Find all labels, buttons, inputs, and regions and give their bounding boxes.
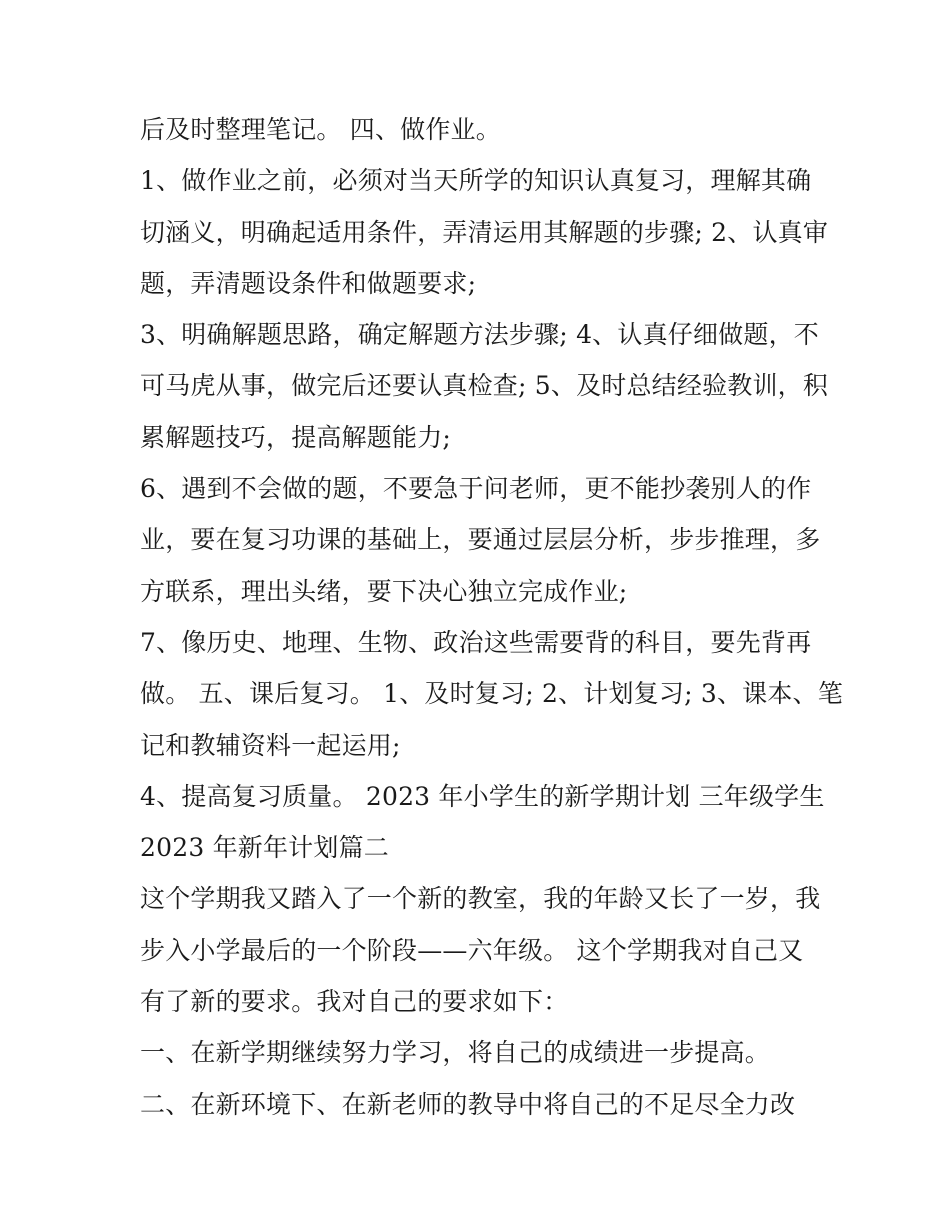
text-line: 这个学期我又踏入了一个新的教室，我的年龄又长了一岁，我 <box>140 884 821 914</box>
text-line: 题，弄清题设条件和做题要求; <box>140 268 477 298</box>
text-line: 后及时整理笔记。 四、做作业。 <box>140 115 501 144</box>
text-line: 6、遇到不会做的题，不要急于问老师，更不能抄袭别人的作 <box>140 474 812 504</box>
text-line: 2023 年新年计划篇二 <box>140 833 389 863</box>
text-line: 步入小学最后的一个阶段——六年级。 这个学期我对自己又 <box>140 935 804 965</box>
text-line: 3、明确解题思路，确定解题方法步骤; 4、认真仔细做题，不 <box>140 320 819 350</box>
text-line: 记和教辅资料一起运用; <box>140 730 401 760</box>
text-line: 有了新的要求。我对自己的要求如下： <box>140 987 569 1017</box>
text-line: 做。 五、课后复习。 1、及时复习; 2、计划复习; 3、课本、笔 <box>140 679 843 709</box>
text-line: 业，要在复习功课的基础上，要通过层层分析，步步推理，多 <box>140 525 821 555</box>
text-line: 切涵义，明确起适用条件，弄清运用其解题的步骤; 2、认真审 <box>140 217 829 247</box>
text-line: 一、在新学期继续努力学习，将自己的成绩进一步提高。 <box>140 1038 771 1068</box>
text-line: 7、像历史、地理、生物、政治这些需要背的科目，要先背再 <box>140 627 812 657</box>
text-line: 方联系，理出头绪，要下决心独立完成作业; <box>140 576 628 606</box>
text-line: 二、在新环境下、在新老师的教导中将自己的不足尽全力改 <box>140 1089 796 1119</box>
text-line: 可马虎从事，做完后还要认真检查; 5、及时总结经验教训，积 <box>140 371 829 401</box>
text-line: 1、做作业之前，必须对当天所学的知识认真复习，理解其确 <box>140 166 812 196</box>
text-line: 4、提高复习质量。 2023 年小学生的新学期计划 三年级学生 <box>140 781 825 811</box>
document-body <box>140 104 843 1130</box>
text-line: 累解题技巧，提高解题能力; <box>140 422 452 452</box>
